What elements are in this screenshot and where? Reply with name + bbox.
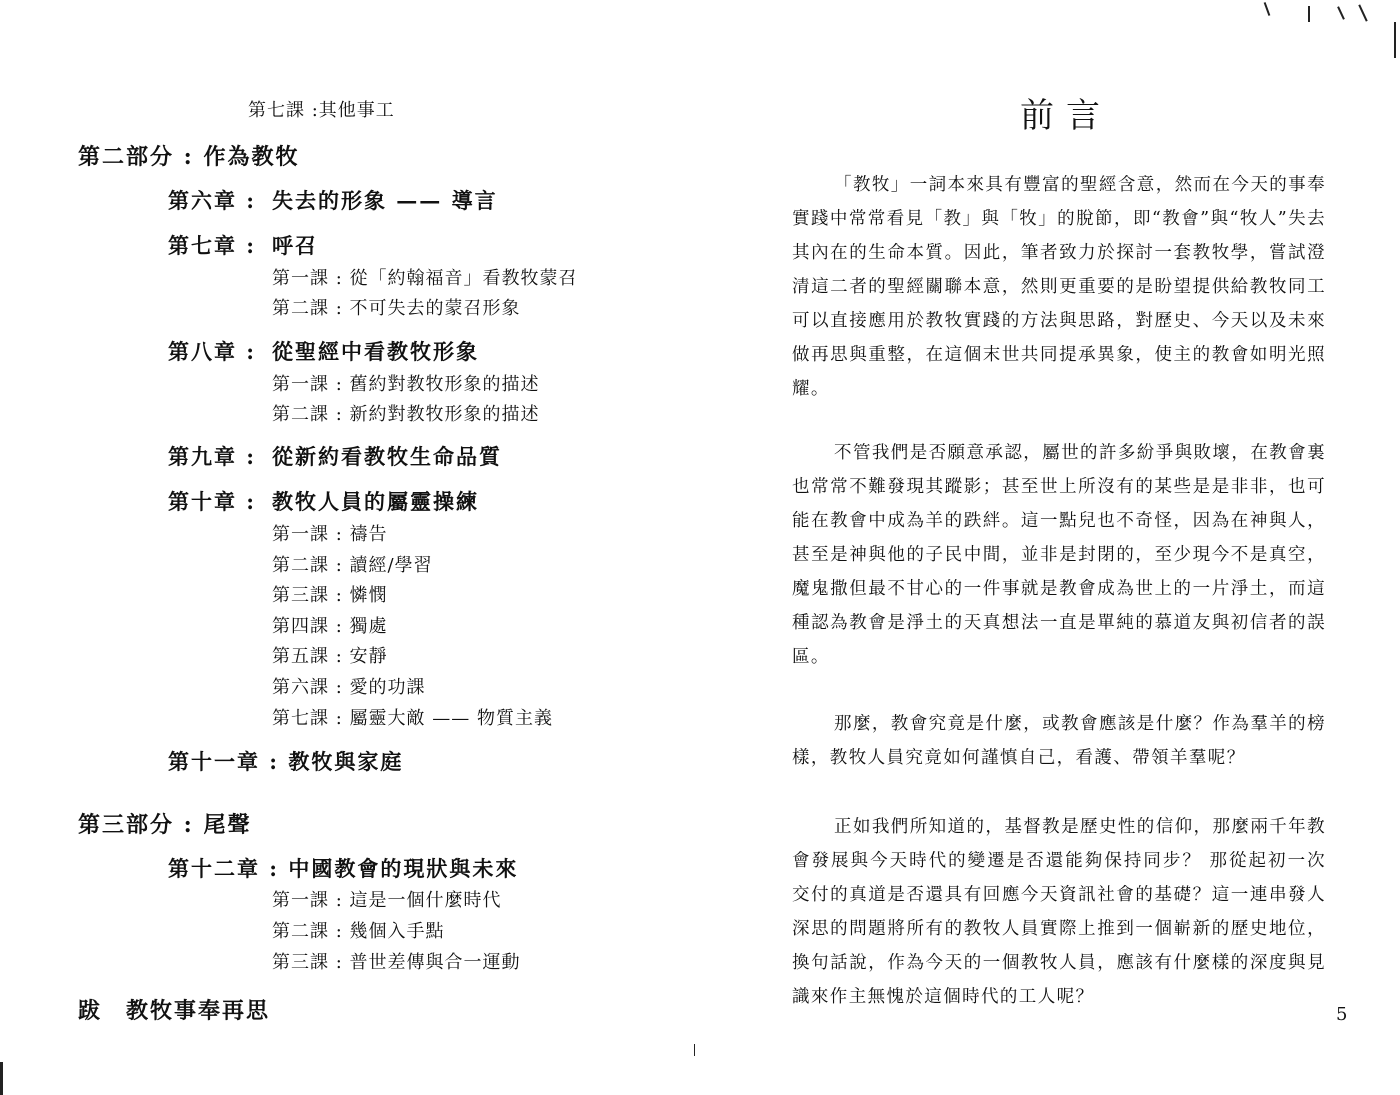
paragraph-text: 那麼，教會究竟是什麼，或教會應該是什麼？作為羣羊的榜樣，教牧人員究竟如何謹慎自己，看護、帶領羊羣呢？ [792,714,1326,768]
toc-part-2: 第二部分 : 作為教牧 [78,144,300,170]
toc-lesson: 第一課 : 舊約對教牧形象的描述 [272,374,540,395]
chapter-number: 第七章 : [168,233,257,258]
toc-postscript: 跋 教牧事奉再思 [78,998,271,1024]
toc-lesson: 第四課 : 獨處 [272,616,388,637]
foreword-paragraph-3 [792,707,1326,775]
foreword-paragraph-4 [792,810,1326,1014]
chapter-title: 失去的形象 —— 導言 [272,188,498,213]
toc-lesson: 第七課 : 屬靈大敵 —— 物質主義 [272,708,553,729]
scan-artifact [1358,4,1367,21]
page-number: 5 [1336,1004,1348,1025]
scan-artifact [1308,6,1310,22]
scan-artifact [1264,2,1271,16]
paragraph-text: 正如我們所知道的，基督教是歷史性的信仰，那麼兩千年教會發展與今天時代的變遷是否還能夠保持同步？ 那從起初一次交付的真道是否還具有回應今天資訊社會的基礎？這一連串發人深思的問題將所有的教牧人員實際上推到一個嶄新的歷史地位，換句話說，作為今天的一個教牧人員，應該有什麼樣的深度與見識來作主無愧於這個時代的工人呢？ [792,817,1326,1007]
foreword-paragraph-1 [792,168,1326,406]
chapter-title: 從新約看教牧生命品質 [272,444,502,469]
toc-lesson: 第一課 : 禱告 [272,524,388,545]
gutter-mark [694,1044,695,1056]
toc-lesson: 第二課 : 新約對教牧形象的描述 [272,404,540,425]
chapter-title: 呼召 [272,233,318,258]
right-page-foreword [700,0,1400,1095]
chapter-title: 教牧人員的屬靈操練 [272,489,479,514]
toc-lesson: 第六課 : 愛的功課 [272,677,426,698]
paragraph-text: 不管我們是否願意承認，屬世的許多紛爭與敗壞，在教會裏也常常不難發現其蹤影；甚至世上所沒有的某些是是非非，也可能在教會中成為羊的跌絆。這一點兒也不奇怪，因為在神與人，甚至是神與他的子民中間，並非是封閉的，至少現今不是真空，魔鬼撒但最不甘心的一件事就是教會成為世上的一片淨土，而這種認為教會是淨土的天真想法一直是單純的慕道友與初信者的誤區。 [792,443,1326,667]
toc-chapter-11: 第十一章 : 教牧與家庭 [168,749,404,774]
toc-chapter-7 [168,230,318,260]
toc-lesson: 第三課 : 普世差傳與合一運動 [272,952,521,973]
toc-lesson: 第二課 : 幾個入手點 [272,921,445,942]
toc-chapter-8 [168,336,479,366]
toc-lesson: 第三課 : 憐憫 [272,585,388,606]
chapter-number: 第八章 : [168,339,257,364]
toc-chapter-12: 第十二章 : 中國教會的現狀與未來 [168,856,519,881]
chapter-number: 第十章 : [168,489,257,514]
toc-lesson-7-other-ministries: 第七課 :其他事工 [248,100,395,121]
chapter-number: 第九章 : [168,444,257,469]
toc-lesson: 第一課 : 這是一個什麼時代 [272,890,502,911]
toc-lesson: 第一課 : 從「約翰福音」看教牧蒙召 [272,268,578,289]
toc-chapter-9 [168,441,502,471]
paragraph-text: 「教牧」一詞本來具有豐富的聖經含意，然而在今天的事奉實踐中常常看見「教」與「牧」的脫節，即“教會”與“牧人”失去其內在的生命本質。因此，筆者致力於探討一套教牧學，嘗試澄清這二者的聖經關聯本意，然則更重要的是盼望提供給教牧同工可以直接應用於教牧實踐的方法與思路，對歷史、今天以及未來做再思與重整，在這個末世共同提承異象，使主的教會如明光照耀。 [792,175,1326,399]
scan-artifact [1337,6,1345,20]
scan-edge-mark [0,1062,3,1095]
foreword-paragraph-2 [792,436,1326,674]
toc-lesson: 第二課 : 讀經/學習 [272,555,433,576]
foreword-title: 前言 [1020,96,1112,136]
chapter-number: 第六章 : [168,188,257,213]
toc-chapter-6 [168,185,498,215]
scan-artifact [1394,22,1396,58]
toc-part-3: 第三部分 : 尾聲 [78,812,252,838]
toc-chapter-10 [168,486,479,516]
chapter-title: 從聖經中看教牧形象 [272,339,479,364]
toc-lesson: 第二課 : 不可失去的蒙召形象 [272,298,521,319]
toc-lesson: 第五課 : 安靜 [272,646,388,667]
